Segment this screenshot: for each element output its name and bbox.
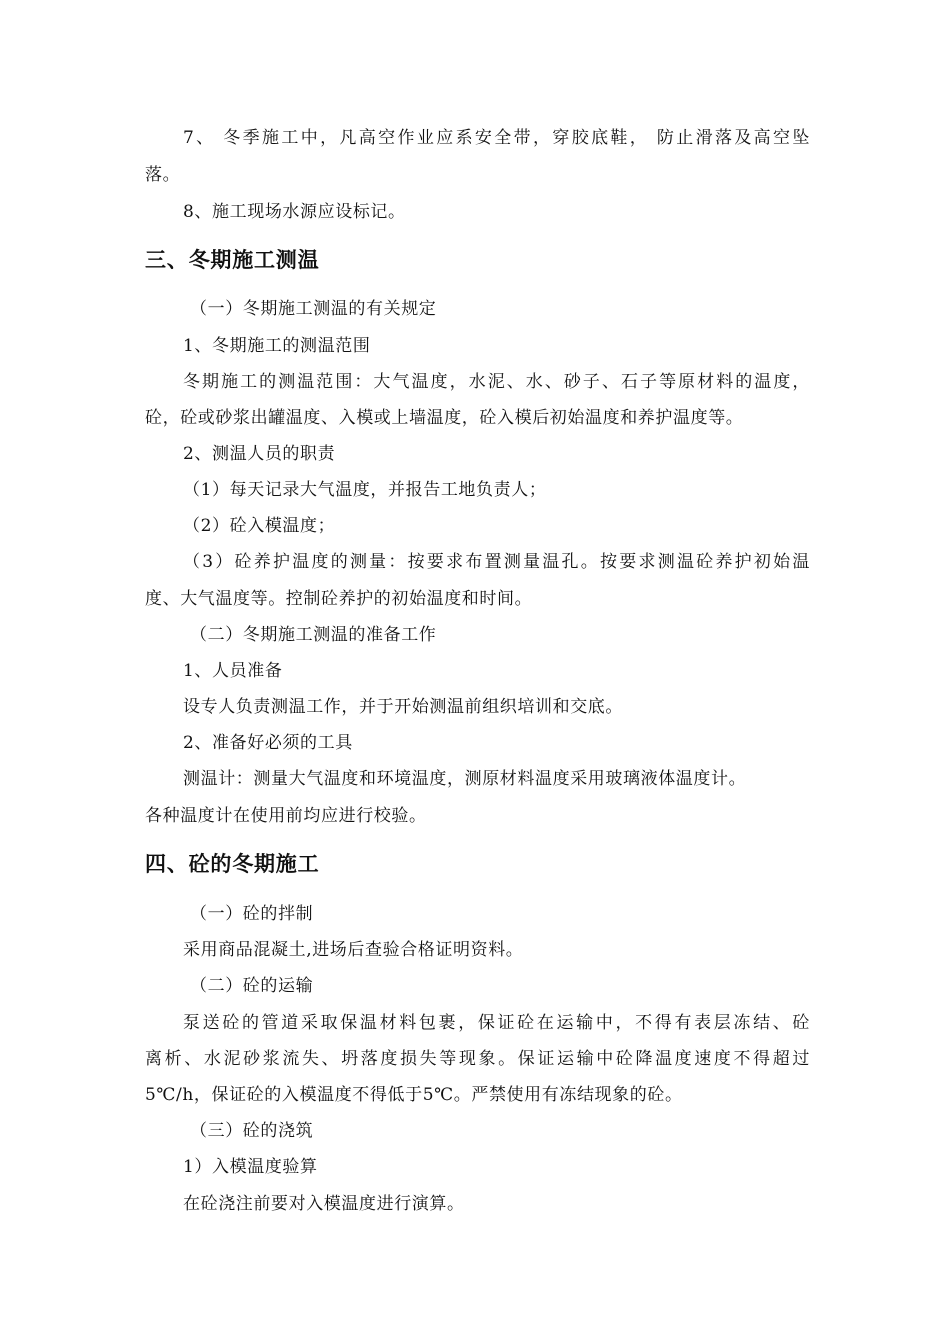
- paragraph-line: 离析、水泥砂浆流失、坍落度损失等现象。保证运输中砼降温度速度不得超过: [145, 1049, 810, 1069]
- subsection-heading: （二）砼的运输: [190, 976, 314, 996]
- paragraph-line: （2）砼入模温度；: [183, 516, 336, 536]
- paragraph-line: 2、测温人员的职责: [183, 444, 336, 464]
- paragraph-line: （1）每天记录大气温度，并报告工地负责人；: [183, 480, 547, 500]
- paragraph-line: 1）入模温度验算: [183, 1157, 318, 1177]
- paragraph-line: 在砼浇注前要对入模温度进行演算。: [183, 1194, 465, 1214]
- paragraph-line: 冬期施工的测温范围：大气温度，水泥、水、砂子、石子等原材料的温度，: [183, 372, 810, 392]
- paragraph-line: 7、 冬季施工中，凡高空作业应系安全带，穿胶底鞋， 防止滑落及高空坠: [183, 128, 810, 148]
- subsection-heading: （一）砼的拌制: [190, 904, 314, 924]
- paragraph-line: 5℃/h，保证砼的入模温度不得低于5℃。严禁使用有冻结现象的砼。: [145, 1085, 683, 1105]
- paragraph-line: 各种温度计在使用前均应进行校验。: [145, 806, 427, 826]
- paragraph-line: 落。: [145, 165, 181, 185]
- paragraph-line: 采用商品混凝土,进场后查验合格证明资料。: [183, 940, 524, 960]
- paragraph-line: （3）砼养护温度的测量：按要求布置测量温孔。按要求测温砼养护初始温: [183, 552, 810, 572]
- paragraph-line: 测温计：测量大气温度和环境温度，测原材料温度采用玻璃液体温度计。: [183, 769, 747, 789]
- section-heading: 三、冬期施工测温: [145, 248, 320, 272]
- paragraph-line: 设专人负责测温工作，并于开始测温前组织培训和交底。: [183, 697, 623, 717]
- section-heading: 四、砼的冬期施工: [145, 852, 320, 876]
- paragraph-line: 1、人员准备: [183, 661, 283, 681]
- subsection-heading: （一）冬期施工测温的有关规定: [190, 299, 437, 319]
- paragraph-line: 泵送砼的管道采取保温材料包裹，保证砼在运输中，不得有表层冻结、砼: [183, 1013, 810, 1033]
- subsection-heading: （三）砼的浇筑: [190, 1121, 314, 1141]
- paragraph-line: 度、大气温度等。控制砼养护的初始温度和时间。: [145, 589, 533, 609]
- paragraph-line: 1、冬期施工的测温范围: [183, 336, 371, 356]
- paragraph-line: 砼，砼或砂浆出罐温度、入模或上墙温度，砼入模后初始温度和养护温度等。: [145, 408, 744, 428]
- paragraph-line: 8、施工现场水源应设标记。: [183, 202, 406, 222]
- paragraph-line: 2、准备好必须的工具: [183, 733, 353, 753]
- subsection-heading: （二）冬期施工测温的准备工作: [190, 625, 437, 645]
